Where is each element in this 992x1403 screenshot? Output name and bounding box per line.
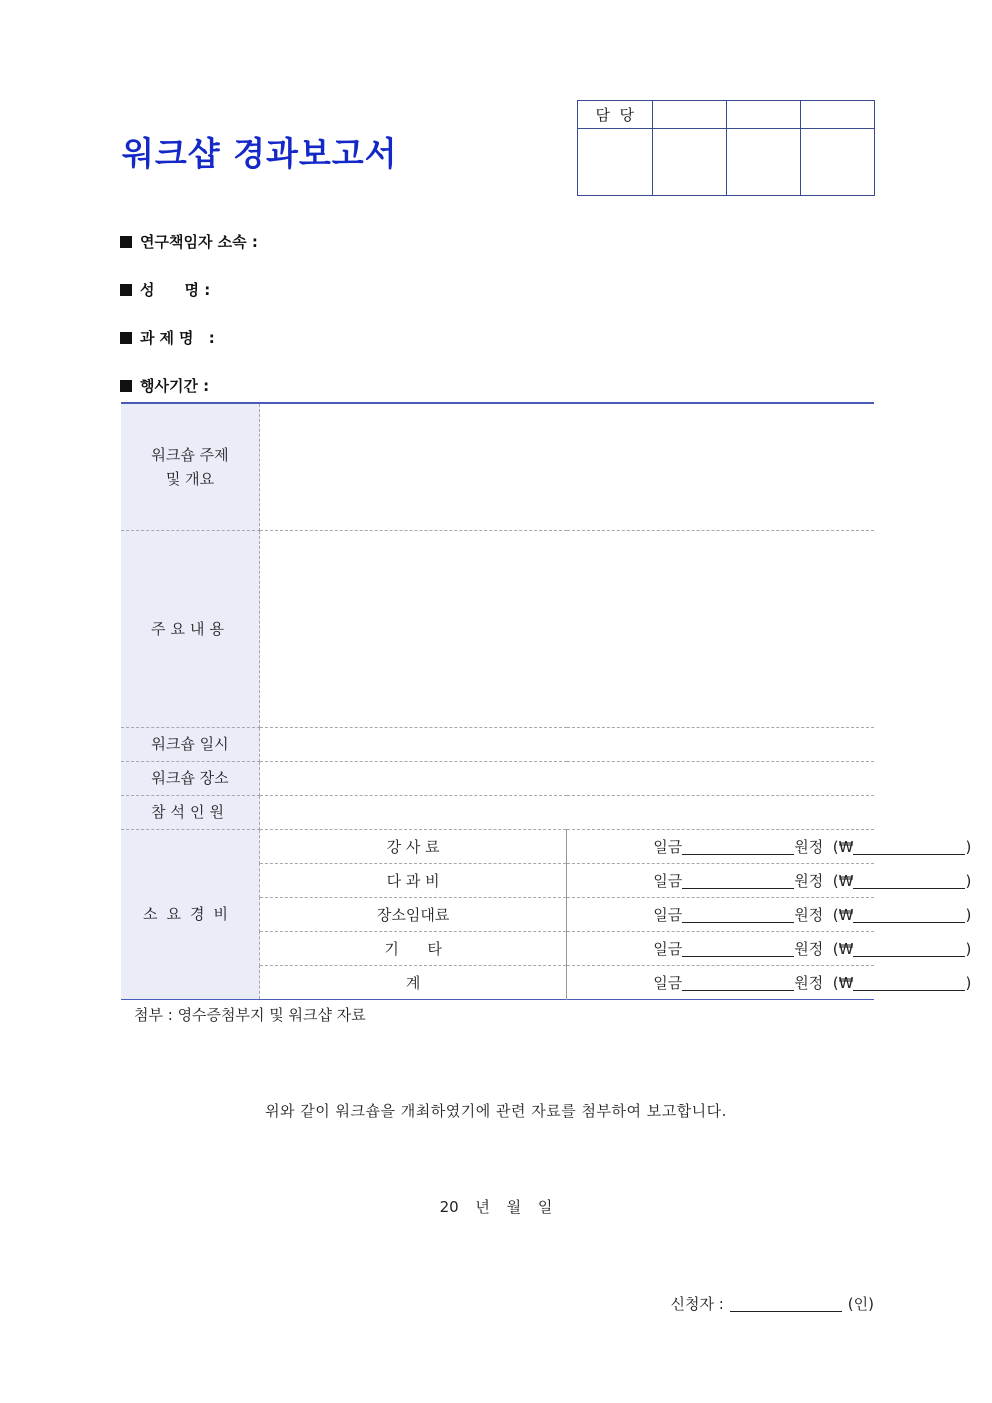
- report-table: [121, 402, 972, 1000]
- amount-number-blank[interactable]: [853, 839, 965, 855]
- amount-paren-close: ): [965, 905, 972, 924]
- amount-number-blank[interactable]: [853, 941, 965, 957]
- amount-prefix: 일금: [653, 905, 683, 924]
- approval-sign-cell: [578, 129, 653, 196]
- expense-amount-cell[interactable]: [567, 931, 972, 965]
- approval-sign-cell: [652, 129, 726, 196]
- topic-label-line2: 및 개요: [165, 469, 215, 488]
- square-bullet-icon: [120, 380, 132, 392]
- project-label: 과제명 :: [140, 329, 220, 347]
- document-title: 워크샵 경과보고서: [122, 134, 398, 173]
- approval-slot: [800, 101, 874, 129]
- amount-paren-open: (₩: [832, 905, 854, 924]
- datetime-label: 워크숍 일시: [151, 735, 229, 753]
- amount-paren-close: ): [965, 871, 972, 890]
- affiliation-field: [120, 231, 258, 252]
- amount-korean-blank[interactable]: [682, 907, 794, 923]
- expense-amount-cell[interactable]: [567, 965, 972, 999]
- expense-amount-cell[interactable]: [567, 863, 972, 897]
- attendees-label: 참석인원: [151, 803, 229, 821]
- approval-sign-cell: [726, 129, 800, 196]
- amount-won: 원정: [794, 973, 824, 992]
- expense-amount-cell[interactable]: [567, 829, 972, 863]
- period-field: [120, 375, 209, 396]
- table-row: [121, 403, 874, 530]
- place-value-cell[interactable]: [260, 761, 875, 795]
- amount-won: 원정: [794, 837, 824, 856]
- approval-box: [577, 100, 875, 196]
- topic-label-line1: 워크숍 주제: [151, 445, 229, 464]
- name-label-part2: 명 :: [184, 281, 211, 299]
- amount-number-blank[interactable]: [853, 907, 965, 923]
- approval-sign-cell: [800, 129, 874, 196]
- datetime-label-cell: [121, 727, 260, 761]
- report-statement: 위와 같이 워크숍을 개최하였기에 관련 자료를 첨부하여 보고합니다.: [265, 1102, 727, 1120]
- place-label-cell: [121, 761, 260, 795]
- topic-label-cell: [121, 403, 260, 530]
- expense-row: [121, 829, 874, 863]
- square-bullet-icon: [120, 236, 132, 248]
- approval-slot: [652, 101, 726, 129]
- expense-item-label: 다 과 비: [260, 863, 567, 897]
- amount-paren-open: (₩: [832, 837, 854, 856]
- amount-won: 원정: [794, 871, 824, 890]
- applicant-signature-blank[interactable]: [730, 1296, 842, 1312]
- expense-item-label: 장소임대료: [260, 897, 567, 931]
- attendees-value-cell[interactable]: [260, 795, 875, 829]
- approval-slot: [726, 101, 800, 129]
- affiliation-label: 연구책임자 소속 :: [140, 233, 258, 251]
- amount-paren-open: (₩: [832, 871, 854, 890]
- name-label-part1: 성: [140, 281, 155, 299]
- amount-korean-blank[interactable]: [682, 839, 794, 855]
- amount-paren-open: (₩: [832, 939, 854, 958]
- place-label: 워크숍 장소: [151, 769, 229, 787]
- topic-value-cell[interactable]: [260, 403, 875, 530]
- amount-korean-blank[interactable]: [682, 873, 794, 889]
- name-field: [120, 279, 210, 300]
- project-field: [120, 327, 220, 348]
- amount-prefix: 일금: [653, 837, 683, 856]
- expense-item-label: 기 타: [260, 931, 567, 965]
- expenses-label: 소요경비: [143, 905, 237, 923]
- amount-won: 원정: [794, 905, 824, 924]
- content-label: 주요내용: [151, 619, 229, 638]
- amount-prefix: 일금: [653, 973, 683, 992]
- expenses-label-cell: [121, 829, 260, 999]
- amount-paren-close: ): [965, 973, 972, 992]
- table-row: [121, 530, 874, 727]
- expense-item-label: 강 사 료: [260, 829, 567, 863]
- table-row: [121, 795, 874, 829]
- datetime-value-cell[interactable]: [260, 727, 875, 761]
- date-line: 20 년 월 일: [439, 1198, 553, 1216]
- attachment-note: 첨부 : 영수증첨부지 및 워크샵 자료: [134, 1006, 366, 1024]
- expense-amount-cell[interactable]: [567, 897, 972, 931]
- period-label: 행사기간 :: [140, 377, 210, 395]
- amount-number-blank[interactable]: [853, 873, 965, 889]
- expense-total-label: 계: [260, 965, 567, 999]
- amount-paren-close: ): [965, 939, 972, 958]
- content-label-cell: [121, 530, 260, 727]
- content-value-cell[interactable]: [260, 530, 875, 727]
- amount-won: 원정: [794, 939, 824, 958]
- applicant-label: 신청자 :: [670, 1295, 724, 1313]
- amount-number-blank[interactable]: [853, 975, 965, 991]
- table-row: [121, 727, 874, 761]
- table-row: [121, 761, 874, 795]
- amount-prefix: 일금: [653, 939, 683, 958]
- square-bullet-icon: [120, 332, 132, 344]
- amount-prefix: 일금: [653, 871, 683, 890]
- approval-header-label: 담 당: [578, 101, 653, 129]
- attendees-label-cell: [121, 795, 260, 829]
- amount-paren-close: ): [965, 837, 972, 856]
- amount-korean-blank[interactable]: [682, 941, 794, 957]
- seal-label: (인): [847, 1295, 874, 1313]
- square-bullet-icon: [120, 284, 132, 296]
- amount-korean-blank[interactable]: [682, 975, 794, 991]
- amount-paren-open: (₩: [832, 973, 854, 992]
- applicant-line: [671, 1293, 875, 1314]
